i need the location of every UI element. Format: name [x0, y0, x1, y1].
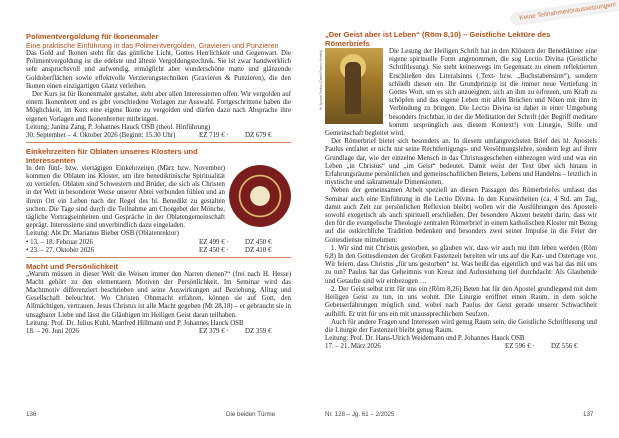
page-number: 136 [26, 411, 37, 418]
page-number: 137 [583, 411, 594, 418]
no-prerequisites-badge: Keine Teilnahmevoraussetzungen! [511, 0, 619, 25]
price-single: EZ 379 € · [199, 328, 229, 336]
course-leader: Leitung: Abt Dr. Marianus Bieber OSB (Oblatenrektor) [26, 230, 179, 238]
price-row [26, 239, 291, 247]
course-leader: Leitung: Janina Zang, P. Johannes Hauck OSB (theol. Hinführung) [26, 123, 211, 131]
right-column [319, 30, 597, 352]
paragraph: Neben der gemeinsamen Arbeit speziell an diesen Passagen des Römerbriefes umfasst das Seminar auch eine Einführung in die Lectio Divina. In den Kurseinheiten (ca. 4 Std. am Tag, damit auch Zeit zur persönlichen Reflexion bleibt) wollen wir die Ausführungen des Apostels sowohl exegetisch als auch spirituell erschließen. Der besondere Akzent besteht darin, dass wir den für die evangelische Theologie zentralen Römerbrief in einem katholischen Kloster mit Bezug auf die ostkirchliche Tradition bedenken und besonders zwei seiner Impulse in die Feier der Gottesdienste mitnehmen: [325, 187, 597, 244]
price-row [26, 132, 291, 140]
left-page [0, 0, 309, 438]
price-row [325, 343, 597, 351]
price-single: EZ 499 € · [199, 238, 229, 246]
section-title-macht: Macht und Persönlichkeit [26, 261, 118, 271]
course-leader: Leitung: Prof. Dr. Hans-Ulrich Weidemann und P. Johannes Hauck OSB [325, 335, 525, 343]
paragraph: Das Gold auf Ikonen steht für das göttliche Licht, Gottes Herrlichkeit und Gegenwart. Die Polimentvergoldung ist die edelste und älteste Vergoldungstechnik. Sie ist zwar handwerklich sehr anspruchsvoll und aufwendig, ermöglicht aber wunderschöne matte und glänzende Goldoberflächen sowie effektvolle Verzierungstechniken (Gravieren & Punzieren), die den Ikonen einen einzigartigen Glanz verleihen. [26, 50, 291, 90]
issue-footer: Nr. 128 – Jg. 61 – 2/2025 [325, 411, 395, 418]
course-date: 18. – 20. Juni 2026 [26, 328, 79, 336]
divider [26, 257, 291, 258]
course-date: • 23. – 27. Oktober 2026 [26, 246, 95, 254]
image-caption: Hl. Apostel Paulus (Castel Franco Venetia) [319, 50, 323, 111]
price-single: EZ 450 € · [199, 246, 229, 254]
course-date: • 13. – 18. Februar 2026 [26, 238, 93, 246]
section-body [26, 50, 291, 132]
price-single: EZ 719 € · [199, 132, 229, 140]
divider [26, 142, 291, 143]
paragraph: Auch für andere Fragen und Interessen wird genug Raum sein, die Geistliche Schriftlesung und die Liturgie der Fastenzeit bleibt genug Raum. [325, 318, 597, 334]
left-column [26, 32, 291, 336]
paragraph: Die Lesung der Heiligen Schrift hat in den Klöstern der Benediktiner eine eigene spirituelle Form angenommen, die sog Lectio Divina (Geistliche Schriftlesung). Sie steht keineswegs im Gegensatz zu einem reflektierten Erschließen des Literalsinns (‚Text- bzw. „Buchstabensinn“), sondern schließt diesen ein. Ihr Grundprinzip ist die immer neue Vertiefung in Gottes Wort, um es sich anzueignen, sich an ihm zu erfreuen, um Kraft zu schöpfen und das eigene Leben mit allen Brüchen und Nöten mit ihm in Verbindung zu bringen. Die Lectio Divina ist daher in einer Umgebung besonders fruchtbar, in der die Meditation der Schrift (der Begriff meditare kommt ursprünglich aus diesem Kontext!) von Liturgie, Stille und Gemeinschaft begleitet wird. [325, 48, 597, 138]
paragraph: In den fünf- bzw. viertägigen Einkehrzeiten (März bzw. November) kommen die Oblaten ins Kloster, um ihre benediktinische Spiritualität zu vertiefen. Oblaten sind Schwestern und Brüder, die sich als Christen in der Welt in besonderer Weise unserer Abtei verbunden fühlen und an ihrem Ort ein Leben nach der Regel des hl. Benedikt zu gestalten suchen. Die Tage sind durch die Teilnahme am Chorgebet der Mönche, tägliche Vortragseinheiten und Gespräche in der Oblatengemeinschaft geprägt. Interessierte sind unverbindlich dazu eingeladen. [26, 164, 225, 230]
price-row [26, 247, 291, 255]
course-leader: Leitung: Prof. Dr. Julius Kuhl, Manfred Hillmann und P. Johannes Hauck OSB [26, 319, 244, 327]
section-subtitle: Eine praktische Einführung in das Polimentvergolden, Gravieren und Punzieren [26, 41, 279, 50]
price-double: DZ 359 € [245, 328, 272, 336]
section-body [319, 48, 597, 343]
price-row [26, 328, 291, 336]
apostle-paul-icon-image [319, 48, 383, 124]
price-double: DZ 556 € [551, 343, 578, 351]
paragraph: Der Kurs ist für Ikonenmaler gestaltet, steht aber allen Interessierten offen. Wir vergolden auf einem Ikonenbrett und es gibt verschiedene Vorlagen zur Auswahl. Fortgeschrittene haben die Möglichkeit, im Kurs eine eigene Ikone zu vergolden und dürfen dazu nach Absprache ihre eigenen Vorlagen und Ikonenbretter mitbringen. [26, 91, 291, 123]
paragraph: Der Römerbrief bietet sich besonders an. In diesem umfangreichsten Brief des hl. Apostels Paulus entfaltet er nicht nur seine Rechtfertigungs- und Versöhnungslehre, sondern legt auf ihrer Grundlage dar, wie der einzelne Mensch in das Christusgeschehen einbezogen wird und was ein Leben „in Christus“ und „im Geist“ bedeutet. Damit weist der Text über sich hinaus in Erfahrungsräume persönlichen und gemeinschaftlichen Betens, Lebens und Handelns – letztlich in mystische und sakramentale Dimensionen. [325, 138, 597, 187]
price-double: DZ 679 € [245, 132, 272, 140]
section-body [26, 165, 291, 239]
running-footer: Die beiden Türme [226, 411, 276, 418]
paragraph: 1. Wir sind mit Christus gestorben, so glauben wir, dass wir auch mit ihm leben werden (Röm 6,8) In den Gottesdiensten der Großen Fastenzeit bereiten wir uns auf die Kar- und Ostertage vor. Wir feiern, dass Christus „für uns gestorben“ ist. Was heißt das eigentlich und was hat das mit uns zu tun? Paulus hat das Geheimnis von Kreuz und Auferstehung tief durchdacht: Als Glaubende und Getaufte sind wir einbezogen … [325, 244, 597, 285]
benedict-medal-image [229, 165, 291, 227]
course-date: 17. – 21. März 2026 [325, 343, 381, 351]
section-body [26, 271, 291, 328]
course-date: 30. September – 4. Oktober 2026 (Beginn: 15.30 Uhr) [26, 132, 176, 140]
right-page [310, 0, 619, 438]
section-title-einkehrzeiten: Einkehrzeiten für Oblaten unseres Klosters und Interessenten [26, 146, 198, 165]
paragraph: 2. Der Geist selbst tritt für uns ein (Röm 8,26) Beten hat für den Apostel grundlegend mit dem Heiligen Geist zu tun, in uns wohnt. Die Liturgie eröffnet einen Raum, in dem solche Gebetserfahrungen möglich sind, wobei nach Paulus der Geist gerade unserer Schwachheit aufhilft. Er tritt für uns ein mit unaussprechlichem Seufzen. [325, 285, 597, 318]
section-title-polimentvergoldung: Polimentvergoldung für Ikonenmaler [26, 32, 159, 41]
price-double: DZ 410 € [245, 246, 272, 254]
price-double: DZ 450 € [245, 238, 272, 246]
section-title-roemerbrief: „Der Geist aber ist Leben“ (Röm 8,10) – Geistliche Lektüre des Römerbriefs [325, 30, 551, 48]
paragraph: „Warum müssen in dieser Welt die Weisen immer den Narren dienen?“ (frei nach H. Hesse) Macht gehört zu den elementaren Motiven der Persönlichkeit. Im Seminar wird das Machtmotiv differenziert beschrieben und seine Auswirkungen auf Beziehung, Alltag und Gesellschaft beleuchtet. Wo Christen Ohnmacht erfahren, können sie auf Gott, den Allmächtigen, vertrauen. Jesus Christus ist alle Macht gegeben (Mt 28,18) – er gebraucht sie in unsagbarer Liebe und lässt die Gläubigen im Heiligen Geist daran teilhaben. [26, 270, 291, 319]
price-single: EZ 596 € · [505, 343, 535, 351]
